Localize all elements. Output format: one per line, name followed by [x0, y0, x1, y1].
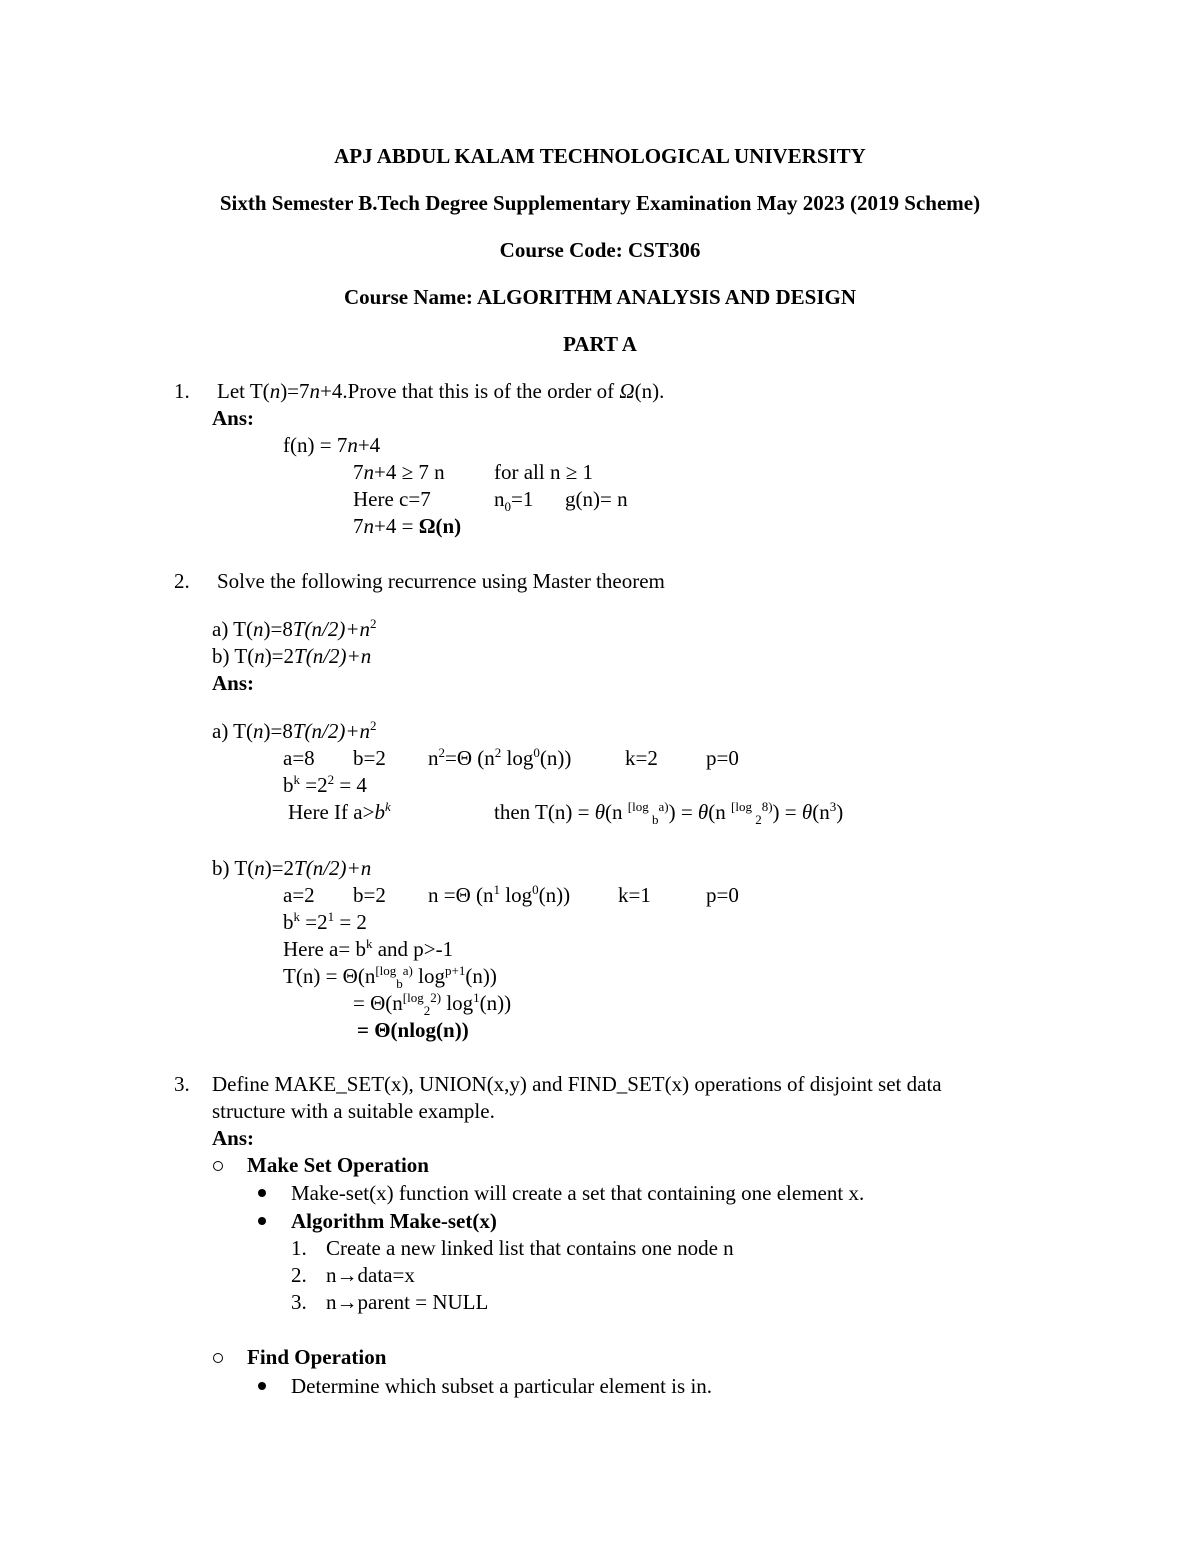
circle-bullet-icon [213, 1161, 223, 1171]
make-set-heading: Make Set Operation [247, 1153, 429, 1177]
q3-question-line1: Define MAKE_SET(x), UNION(x,y) and FIND_SET(x) operations of disjoint set data [212, 1072, 942, 1096]
make-set-description: Make-set(x) function will create a set that containing one element x. [291, 1181, 865, 1205]
step-number: 1. [291, 1236, 307, 1260]
university-title: APJ ABDUL KALAM TECHNOLOGICAL UNIVERSITY [334, 144, 866, 168]
q2a-bk: $b^k =2^2 = 4$ [283, 772, 367, 797]
bullet-icon [258, 1217, 266, 1225]
q1-inequality: 7n+4 ≥ 7 n [353, 460, 445, 484]
bullet-icon [258, 1189, 266, 1197]
q2b-p: p=0 [706, 883, 739, 907]
q2b-eq2: = $\Theta(n^{[log}_2^{2)}$ $\log^1(n)$) [353, 990, 512, 1018]
q1-gn: g(n)= n [565, 487, 628, 511]
q3-ans-label: Ans: [212, 1126, 255, 1150]
q1-ans-label: Ans: [212, 406, 255, 430]
q1-n0: $n_0=1$ [494, 487, 534, 514]
q1-number: 1. [174, 379, 190, 403]
course-name: Course Name: ALGORITHM ANALYSIS AND DESIGN [343, 285, 857, 309]
q2b-k: k=1 [618, 883, 651, 907]
step-text: n→data=x [326, 1263, 415, 1287]
q2-question: Solve the following recurrence using Master theorem [217, 569, 665, 593]
q2a-heading: a) $T(n)=8T(n/2)+n^2$ [212, 718, 377, 743]
part-heading: PART A [563, 332, 637, 356]
step-number: 3. [291, 1290, 307, 1314]
course-code: Course Code: CST306 [499, 238, 701, 262]
q2b-theta: n =Θ ($n^1$ $\log^0(n)$) [428, 882, 571, 907]
q2-part-b: b) T(n)=2T(n/2)+n [212, 644, 372, 668]
bullet-icon [258, 1382, 266, 1390]
q2-part-a: a) $T(n)=8T(n/2)+n^2$ [212, 616, 377, 641]
circle-bullet-icon [213, 1353, 223, 1363]
step-text: n→parent = NULL [326, 1290, 489, 1314]
q2b-b: b=2 [353, 883, 386, 907]
q2a-p: p=0 [706, 746, 739, 770]
q2b-heading: b) T(n)=2T(n/2)+n [212, 856, 372, 880]
q2a-b: b=2 [353, 746, 386, 770]
q1-fn: f(n) = 7n+4 [283, 433, 381, 457]
q2a-a: a=8 [283, 746, 315, 770]
q3-question-line2: structure with a suitable example. [212, 1099, 495, 1123]
step-text: Create a new linked list that contains one node n [326, 1236, 734, 1260]
q3-number: 3. [174, 1072, 190, 1096]
find-heading: Find Operation [247, 1345, 387, 1369]
exam-title: Sixth Semester B.Tech Degree Supplementary Examination May 2023 (2019 Scheme) [219, 191, 981, 215]
q1-result: 7n+4 = Ω(n) [353, 514, 462, 538]
q2b-here-a: Here $a= b^k$ and p>-1 [283, 936, 454, 961]
q2-number: 2. [174, 569, 190, 593]
q2a-theta: $n^2=\Theta$ ($n^2$ $\log^0(n)$) [428, 745, 572, 770]
q2b-t-line: $T(n) = \Theta(n^{[log}_b^{a)}$ $\log^{p+1}(n)$) [283, 963, 497, 991]
q2a-here-if: Here If $a>b^k$ [288, 799, 391, 824]
find-description: Determine which subset a particular element is in. [291, 1374, 713, 1398]
q2b-final: = Θ(nlog(n)) [357, 1018, 469, 1042]
q1-here-c: Here c=7 [353, 487, 431, 511]
q1-question: Let T(n)=7n+4.Prove that this is of the order of Ω(n). [217, 379, 665, 403]
q2-ans-label: Ans: [212, 671, 255, 695]
algorithm-heading: Algorithm Make-set(x) [291, 1209, 497, 1233]
q2b-bk: $b^k =2^1 = 2$ [283, 909, 367, 934]
step-number: 2. [291, 1263, 307, 1287]
q2a-k: k=2 [625, 746, 658, 770]
q2b-a: a=2 [283, 883, 315, 907]
q2a-result: then T(n) = θ(n $^{[log}$ $_b^{a)}$) = θ(n $^{[log}$ $_2^{8)}) = \theta(n^3)$ [494, 799, 844, 827]
q1-condition: for all n ≥ 1 [494, 460, 594, 484]
